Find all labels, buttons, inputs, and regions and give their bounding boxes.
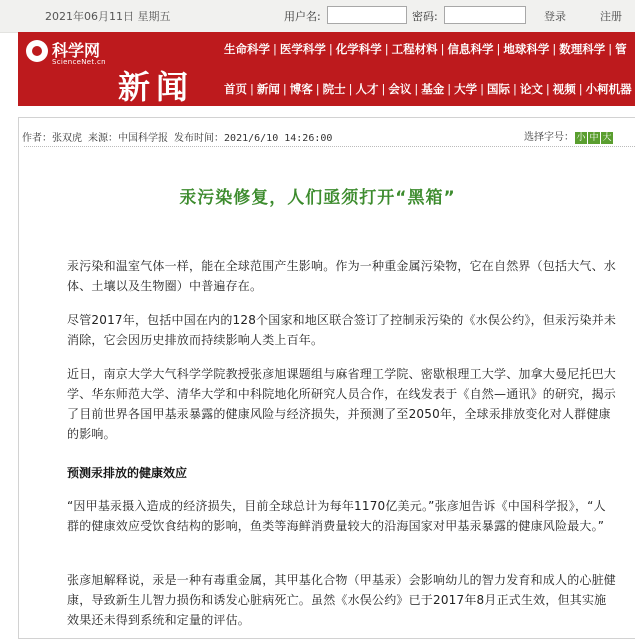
nav-item[interactable]: 首页 <box>224 82 247 96</box>
font-size-label: 选择字号： <box>524 132 574 143</box>
section-title: 新闻 <box>118 68 195 106</box>
nav-item[interactable]: 论文 <box>519 82 543 96</box>
meta-divider <box>24 146 635 147</box>
nav-item[interactable]: 会议 <box>388 82 412 96</box>
current-date: 2021年06月11日 星期五 <box>45 10 171 23</box>
logo-subtitle: ScienceNet.cn <box>52 58 106 66</box>
article-paragraph: “因甲基汞摄入造成的经济损失，目前全球总计为每年1170亿美元。”张彦旭告诉《中国科学报》，“人群的健康效应受饮食结构的影响，鱼类等海鲜消费量较大的沿海国家对甲基汞暴露的健康风险最大。” <box>67 499 606 533</box>
nav-item[interactable]: 数理科学 <box>559 42 606 56</box>
font-large-button[interactable]: 大 <box>602 133 612 143</box>
nav-item[interactable]: 人才 <box>355 82 379 96</box>
register-link[interactable]: 注册 <box>600 10 622 23</box>
article-meta: 作者：张双虎 来源：中国科学报 发布时间：2021/6/10 14:26:00 <box>22 133 333 144</box>
nav-item[interactable]: 医学科学 <box>279 42 326 56</box>
nav-sections: 首页 | 新闻 | 博客 | 院士 | 人才 | 会议 | 基金 | 大学 | 国际 | 论文 | 视频 | 小柯机器 <box>224 82 632 96</box>
article-title: 汞污染修复，人们亟须打开“黑箱” <box>179 188 456 208</box>
nav-item[interactable]: 国际 <box>487 82 510 96</box>
nav-item[interactable]: 院士 <box>322 82 346 96</box>
password-label: 密码: <box>412 10 438 23</box>
username-input[interactable] <box>327 6 407 24</box>
nav-item[interactable]: 博客 <box>289 82 313 96</box>
article-paragraph: 汞污染和温室气体一样，能在全球范围产生影响。作为一种重金属污染物，它在自然界（包括大气、水体、土壤以及生物圈）中普遍存在。 <box>67 259 617 293</box>
username-label: 用户名: <box>284 10 321 23</box>
site-logo[interactable] <box>18 32 123 106</box>
nav-item[interactable]: 基金 <box>421 82 445 96</box>
article-paragraph: 尽管2017年，包括中国在内的128个国家和地区联合签订了控制汞污染的《水俣公约》，但汞污染并未消除，它会因历史排放而持续影响人类上百年。 <box>67 313 617 347</box>
logo-emblem-icon <box>26 40 48 62</box>
password-input[interactable] <box>444 6 526 24</box>
nav-item[interactable]: 信息科学 <box>447 42 494 56</box>
site-header <box>18 32 635 106</box>
nav-item[interactable]: 新闻 <box>256 82 280 96</box>
font-small-button[interactable]: 小 <box>576 133 586 143</box>
logo-name: 科学网 <box>52 41 101 60</box>
nav-item[interactable]: 地球科学 <box>503 42 550 56</box>
nav-item[interactable]: 大学 <box>454 82 478 96</box>
top-bar <box>0 0 635 33</box>
article-paragraph: 近日，南京大学大气科学学院教授张彦旭课题组与麻省理工学院、密歇根理工大学、加拿大曼尼托巴大学、华东师范大学、清华大学和中科院地化所研究人员合作，在线发表于《自然—通讯》的研究，揭示了目前世界各国甲基汞暴露的健康风险与经济损失，并预测了至2050年，全球汞排放变化对人群健康的影响。 <box>67 367 617 441</box>
article-paragraph: 张彦旭解释说，汞是一种有毒重金属，其甲基化合物（甲基汞）会影响幼儿的智力发育和成人的心脏健康，导致新生儿智力损伤和诱发心脏病死亡。虽然《水俣公约》已于2017年8月正式生效，但其实施效果还未得到系统和定量的评估。 <box>67 573 617 627</box>
nav-item[interactable]: 管 <box>615 42 627 56</box>
nav-item[interactable]: 化学科学 <box>335 42 382 56</box>
font-size-selector <box>524 128 613 144</box>
login-link[interactable]: 登录 <box>544 10 566 23</box>
article-subheading: 预测汞排放的健康效应 <box>67 466 188 480</box>
nav-item[interactable]: 工程材料 <box>391 42 438 56</box>
font-medium-button[interactable]: 中 <box>589 133 599 143</box>
nav-disciplines: 生命科学 | 医学科学 | 化学科学 | 工程材料 | 信息科学 | 地球科学 | 数理科学 | 管 <box>224 42 627 56</box>
nav-item[interactable]: 小柯机器 <box>585 82 632 96</box>
nav-item[interactable]: 视频 <box>552 82 576 96</box>
nav-item[interactable]: 生命科学 <box>224 42 270 56</box>
